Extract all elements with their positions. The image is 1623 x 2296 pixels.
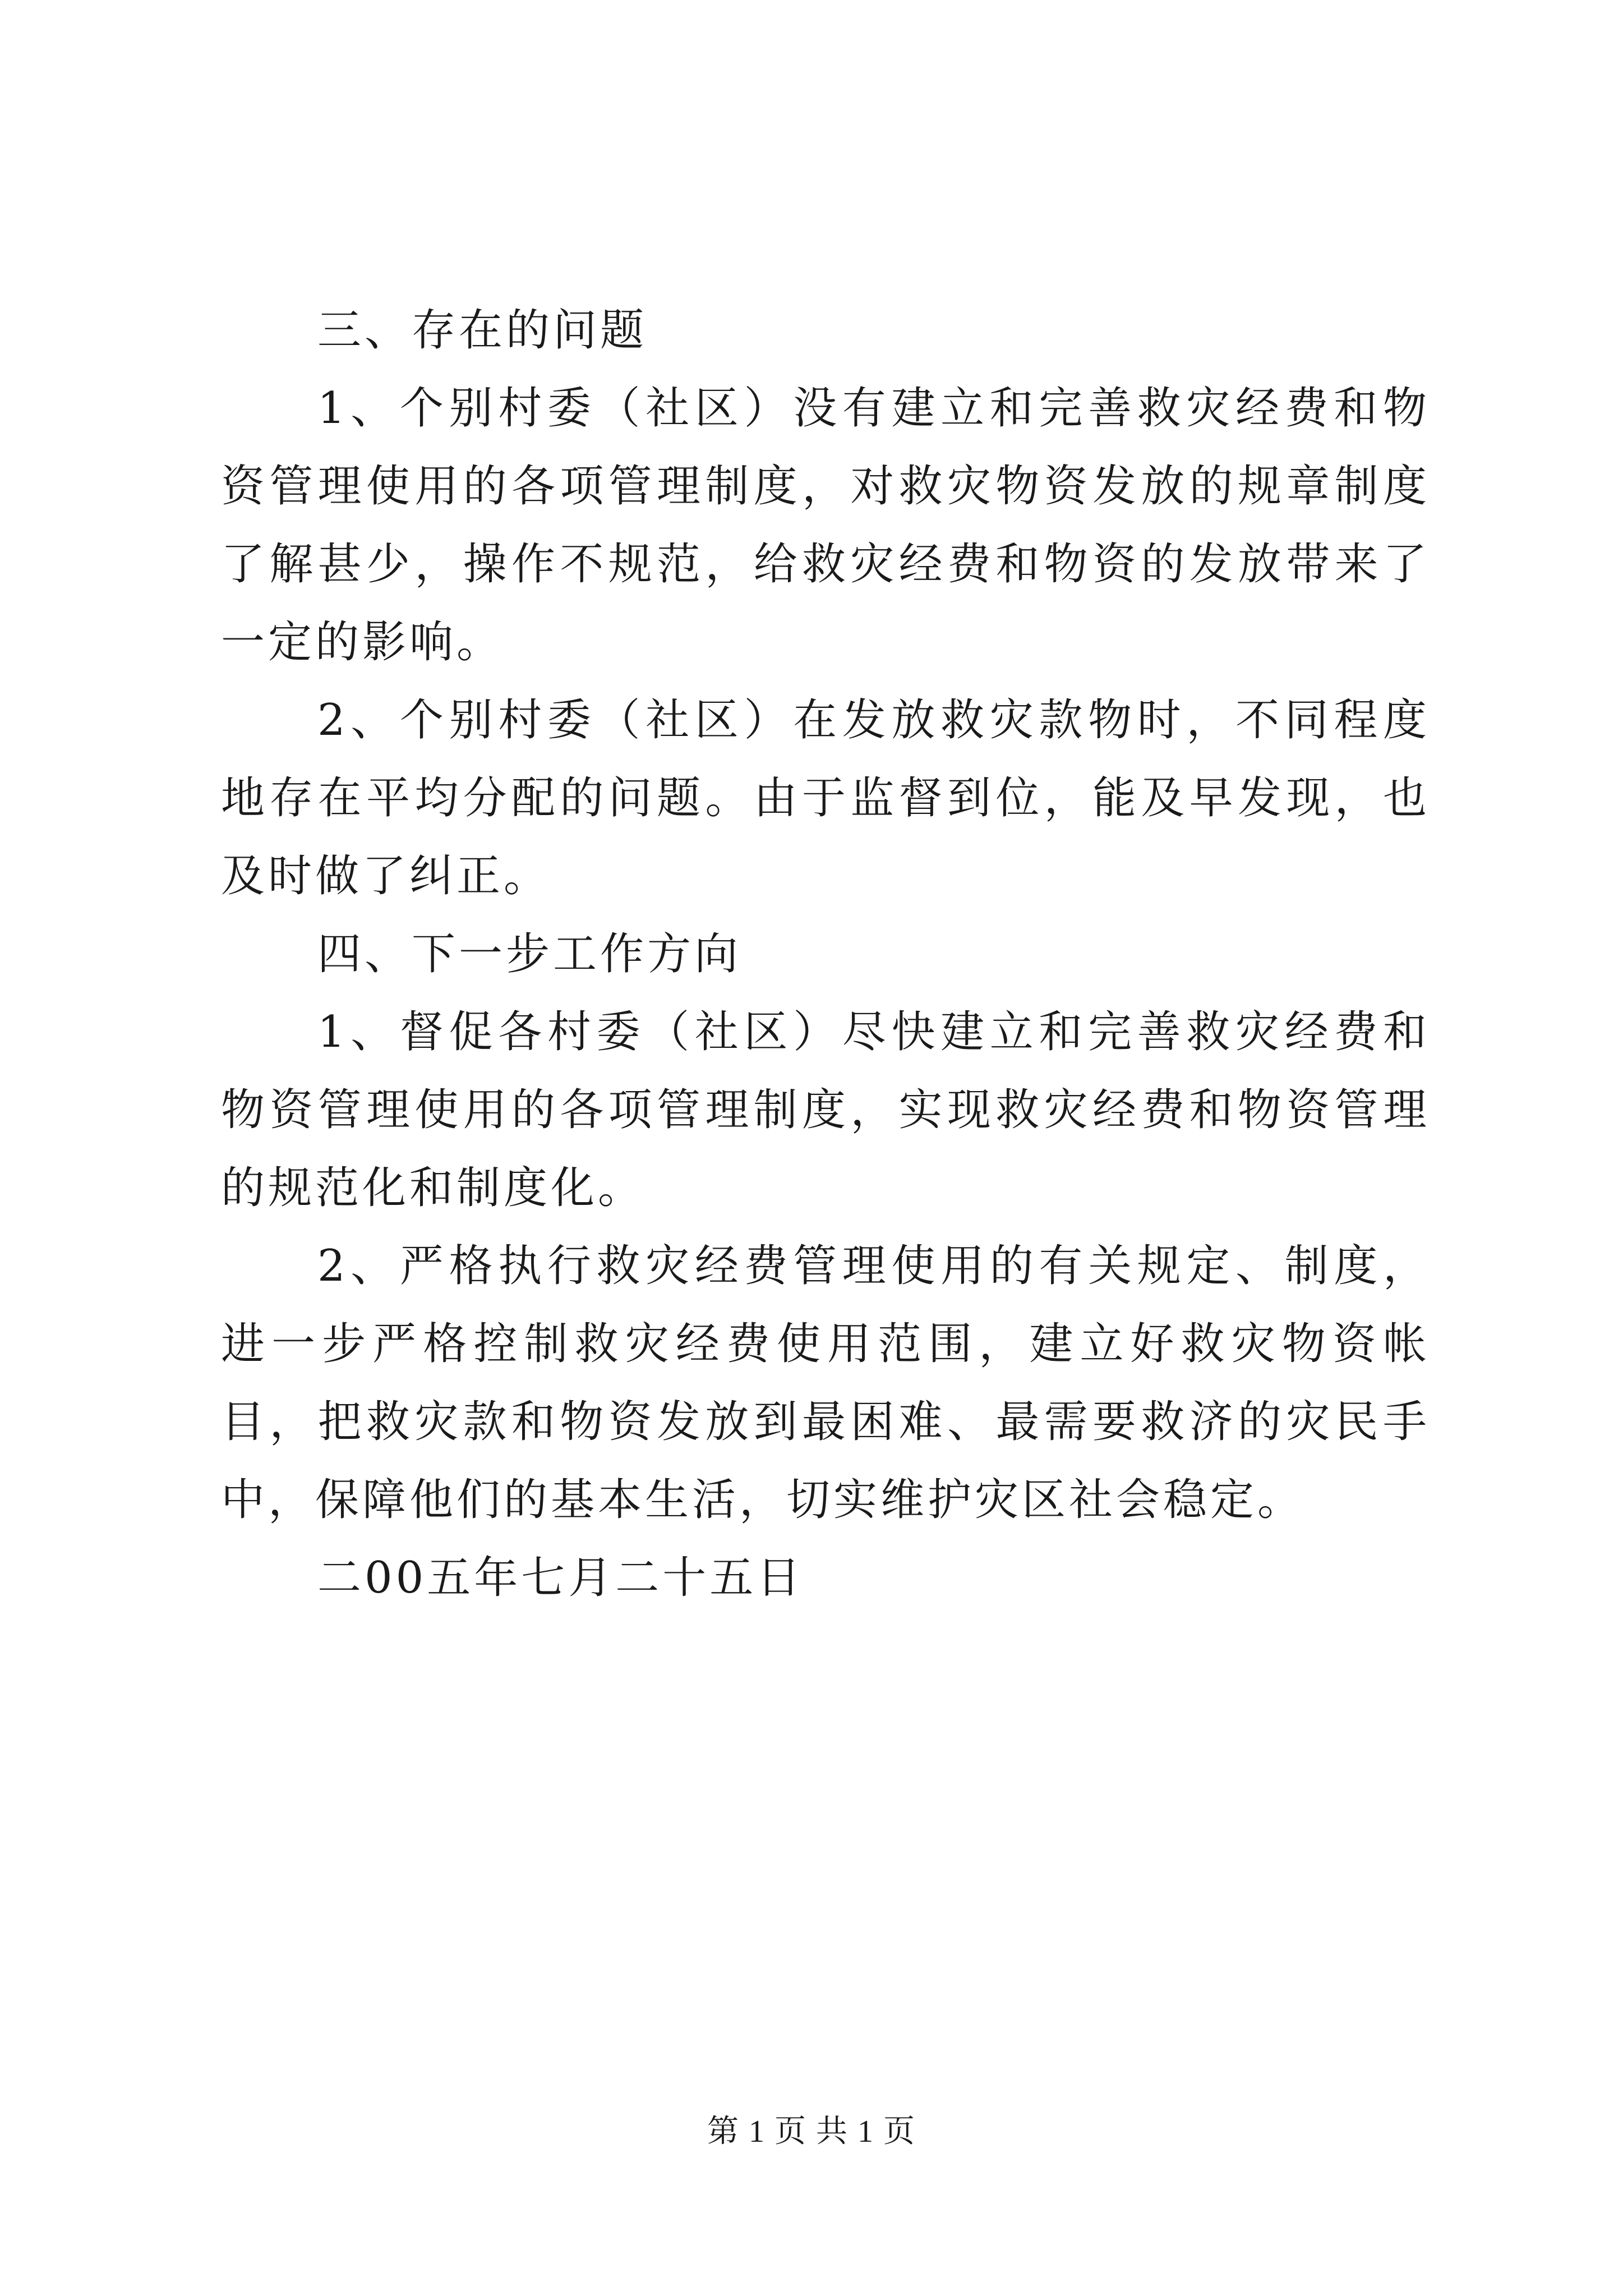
paragraph-problem-2: 2、个别村委（社区）在发放救灾款物时，不同程度地存在平均分配的问题。由于监督到位，能及早发现，也及时做了纠正。 xyxy=(221,695,1430,901)
section-heading-next-steps: 四、下一步工作方向 xyxy=(317,929,742,979)
document-body xyxy=(221,292,1430,1617)
paragraph-next-step-1: 1、督促各村委（社区）尽快建立和完善救灾经费和物资管理使用的各项管理制度，实现救灾经费和物资管理的规范化和制度化。 xyxy=(221,1007,1430,1213)
paragraph-next-step-2: 2、严格执行救灾经费管理使用的有关规定、制度，进一步严格控制救灾经费使用范围，建立好救灾物资帐目，把救灾款和物资发放到最困难、最需要救济的灾民手中，保障他们的基本生活，切实维护灾区社会稳定。 xyxy=(221,1241,1430,1525)
section-heading-problems: 三、存在的问题 xyxy=(317,305,648,356)
page-number-footer: 第 1 页 共 1 页 xyxy=(707,2114,916,2149)
paragraph-problem-1: 1、个别村委（社区）没有建立和完善救灾经费和物资管理使用的各项管理制度，对救灾物资发放的规章制度了解甚少，操作不规范，给救灾经费和物资的发放带来了一定的影响。 xyxy=(221,383,1430,668)
document-date: 二00五年七月二十五日 xyxy=(317,1553,804,1603)
